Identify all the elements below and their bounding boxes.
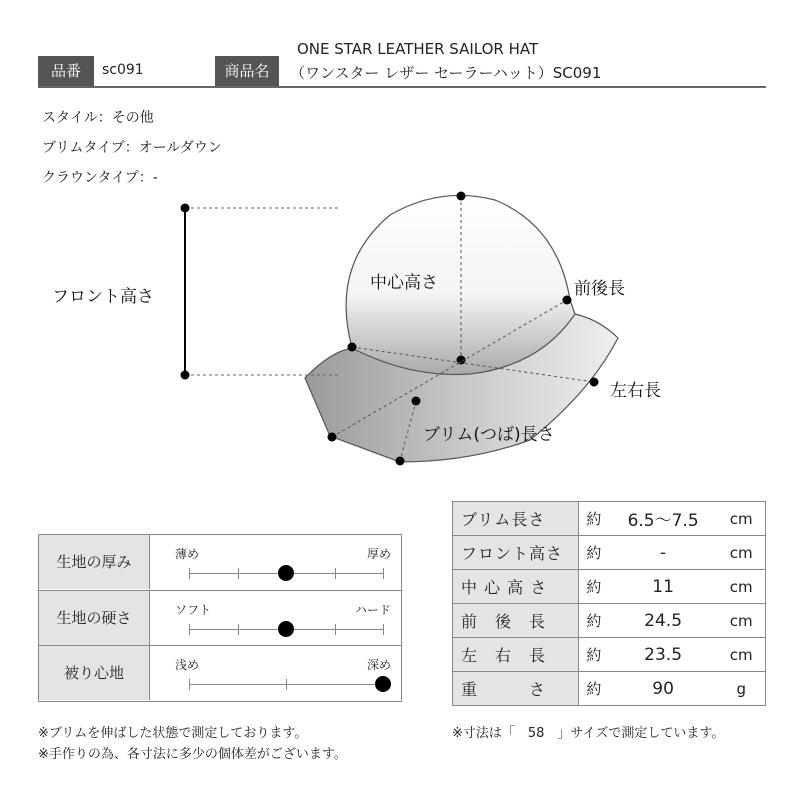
size-unit: cm bbox=[717, 604, 765, 638]
label-front-back: 前後長 bbox=[574, 279, 625, 299]
feel-row bbox=[39, 535, 401, 589]
feel-scale-tick bbox=[335, 568, 336, 579]
brim-length-dot-bottom bbox=[396, 457, 405, 466]
note-handmade: ※手作りの為、各寸法に多少の個体差がございます。 bbox=[38, 747, 347, 762]
size-value: - bbox=[609, 536, 718, 570]
hat-illustration bbox=[0, 170, 800, 480]
product-name-en: ONE STAR LEATHER SAILOR HAT bbox=[297, 40, 539, 58]
size-unit: cm bbox=[717, 502, 765, 536]
feel-scale-tick bbox=[335, 624, 336, 635]
front-height-top-dot bbox=[181, 204, 190, 213]
feel-scale-tick bbox=[383, 624, 384, 635]
size-name: 左 右 長 bbox=[453, 638, 579, 672]
feel-scale bbox=[189, 684, 383, 685]
code-value: sc091 bbox=[102, 62, 144, 78]
size-name: 前 後 長 bbox=[453, 604, 579, 638]
label-front-height: フロント高さ bbox=[52, 287, 154, 307]
feel-scale-marker bbox=[278, 621, 294, 637]
feel-row-name: 被り心地 bbox=[39, 646, 150, 700]
size-value: 23.5 bbox=[609, 638, 718, 672]
note-measured-size: ※寸法は「 58 」サイズで測定しています。 bbox=[452, 726, 725, 741]
size-value: 90 bbox=[609, 672, 718, 706]
front-back-dot-front bbox=[328, 433, 337, 442]
feel-scale-min-label: 薄め bbox=[175, 547, 200, 561]
feel-scale-tick bbox=[238, 624, 239, 635]
crown-top-dot bbox=[457, 192, 466, 201]
size-name: フロント高さ bbox=[453, 536, 579, 570]
size-unit: cm bbox=[717, 536, 765, 570]
size-row bbox=[453, 570, 766, 604]
feel-row-name: 生地の硬さ bbox=[39, 591, 150, 645]
feel-scale-tick bbox=[238, 568, 239, 579]
front-height-bottom-dot bbox=[181, 371, 190, 380]
feel-scale-min-label: ソフト bbox=[175, 603, 212, 617]
feel-scale-marker bbox=[375, 676, 391, 692]
spec-style: スタイル：その他 bbox=[42, 110, 154, 126]
feel-scale-tick bbox=[189, 568, 190, 579]
feel-scale-max-label: ハード bbox=[354, 603, 391, 617]
header-divider bbox=[38, 86, 766, 88]
left-right-dot-left bbox=[348, 343, 357, 352]
feel-scale bbox=[189, 573, 383, 574]
brim-length-dot-top bbox=[412, 397, 421, 406]
size-unit: g bbox=[717, 672, 765, 706]
label-brim-length: ブリム(つば)長さ bbox=[423, 425, 555, 445]
feel-scale-tick bbox=[189, 679, 190, 690]
feel-row-name: 生地の厚み bbox=[39, 535, 150, 589]
size-value: 24.5 bbox=[609, 604, 718, 638]
feel-scale-marker bbox=[278, 565, 294, 581]
label-left-right: 左右長 bbox=[610, 381, 661, 401]
feel-scale-tick bbox=[383, 568, 384, 579]
size-row bbox=[453, 604, 766, 638]
product-name-jp: （ワンスター レザー セーラーハット）SC091 bbox=[290, 64, 602, 82]
feel-scale-max-label: 厚め bbox=[366, 547, 391, 561]
size-row bbox=[453, 638, 766, 672]
feel-scale bbox=[189, 629, 383, 630]
note-brim-measure: ※ブリムを伸ばした状態で測定しております。 bbox=[38, 726, 308, 741]
label-center-height: 中心高さ bbox=[370, 273, 438, 293]
size-approx: 約 bbox=[579, 502, 609, 536]
feel-scale-tick bbox=[286, 679, 287, 690]
left-right-dot-right bbox=[590, 378, 599, 387]
feel-scale-max-label: 深め bbox=[366, 658, 391, 672]
product-label: 商品名 bbox=[215, 56, 279, 86]
size-approx: 約 bbox=[579, 672, 609, 706]
front-back-dot-back bbox=[563, 296, 572, 305]
size-approx: 約 bbox=[579, 570, 609, 604]
size-name: ブリム長さ bbox=[453, 502, 579, 536]
hat-diagram bbox=[0, 170, 800, 480]
size-unit: cm bbox=[717, 570, 765, 604]
size-name: 中 心 高 さ bbox=[453, 570, 579, 604]
size-approx: 約 bbox=[579, 604, 609, 638]
size-value: 11 bbox=[609, 570, 718, 604]
feel-scale-min-label: 浅め bbox=[175, 658, 200, 672]
spec-crown-type: クラウンタイプ：- bbox=[42, 170, 158, 186]
feel-row bbox=[39, 590, 401, 645]
size-table bbox=[452, 501, 766, 706]
size-row bbox=[453, 502, 766, 536]
size-name: 重 さ bbox=[453, 672, 579, 706]
size-approx: 約 bbox=[579, 536, 609, 570]
feel-table bbox=[38, 534, 402, 702]
size-row bbox=[453, 536, 766, 570]
feel-row bbox=[39, 645, 401, 700]
size-approx: 約 bbox=[579, 638, 609, 672]
size-row bbox=[453, 672, 766, 706]
feel-scale-tick bbox=[189, 624, 190, 635]
size-unit: cm bbox=[717, 638, 765, 672]
spec-brim-type: ブリムタイプ：オールダウン bbox=[42, 140, 222, 156]
code-label: 品番 bbox=[38, 56, 94, 86]
size-value: 6.5～7.5 bbox=[609, 502, 718, 536]
